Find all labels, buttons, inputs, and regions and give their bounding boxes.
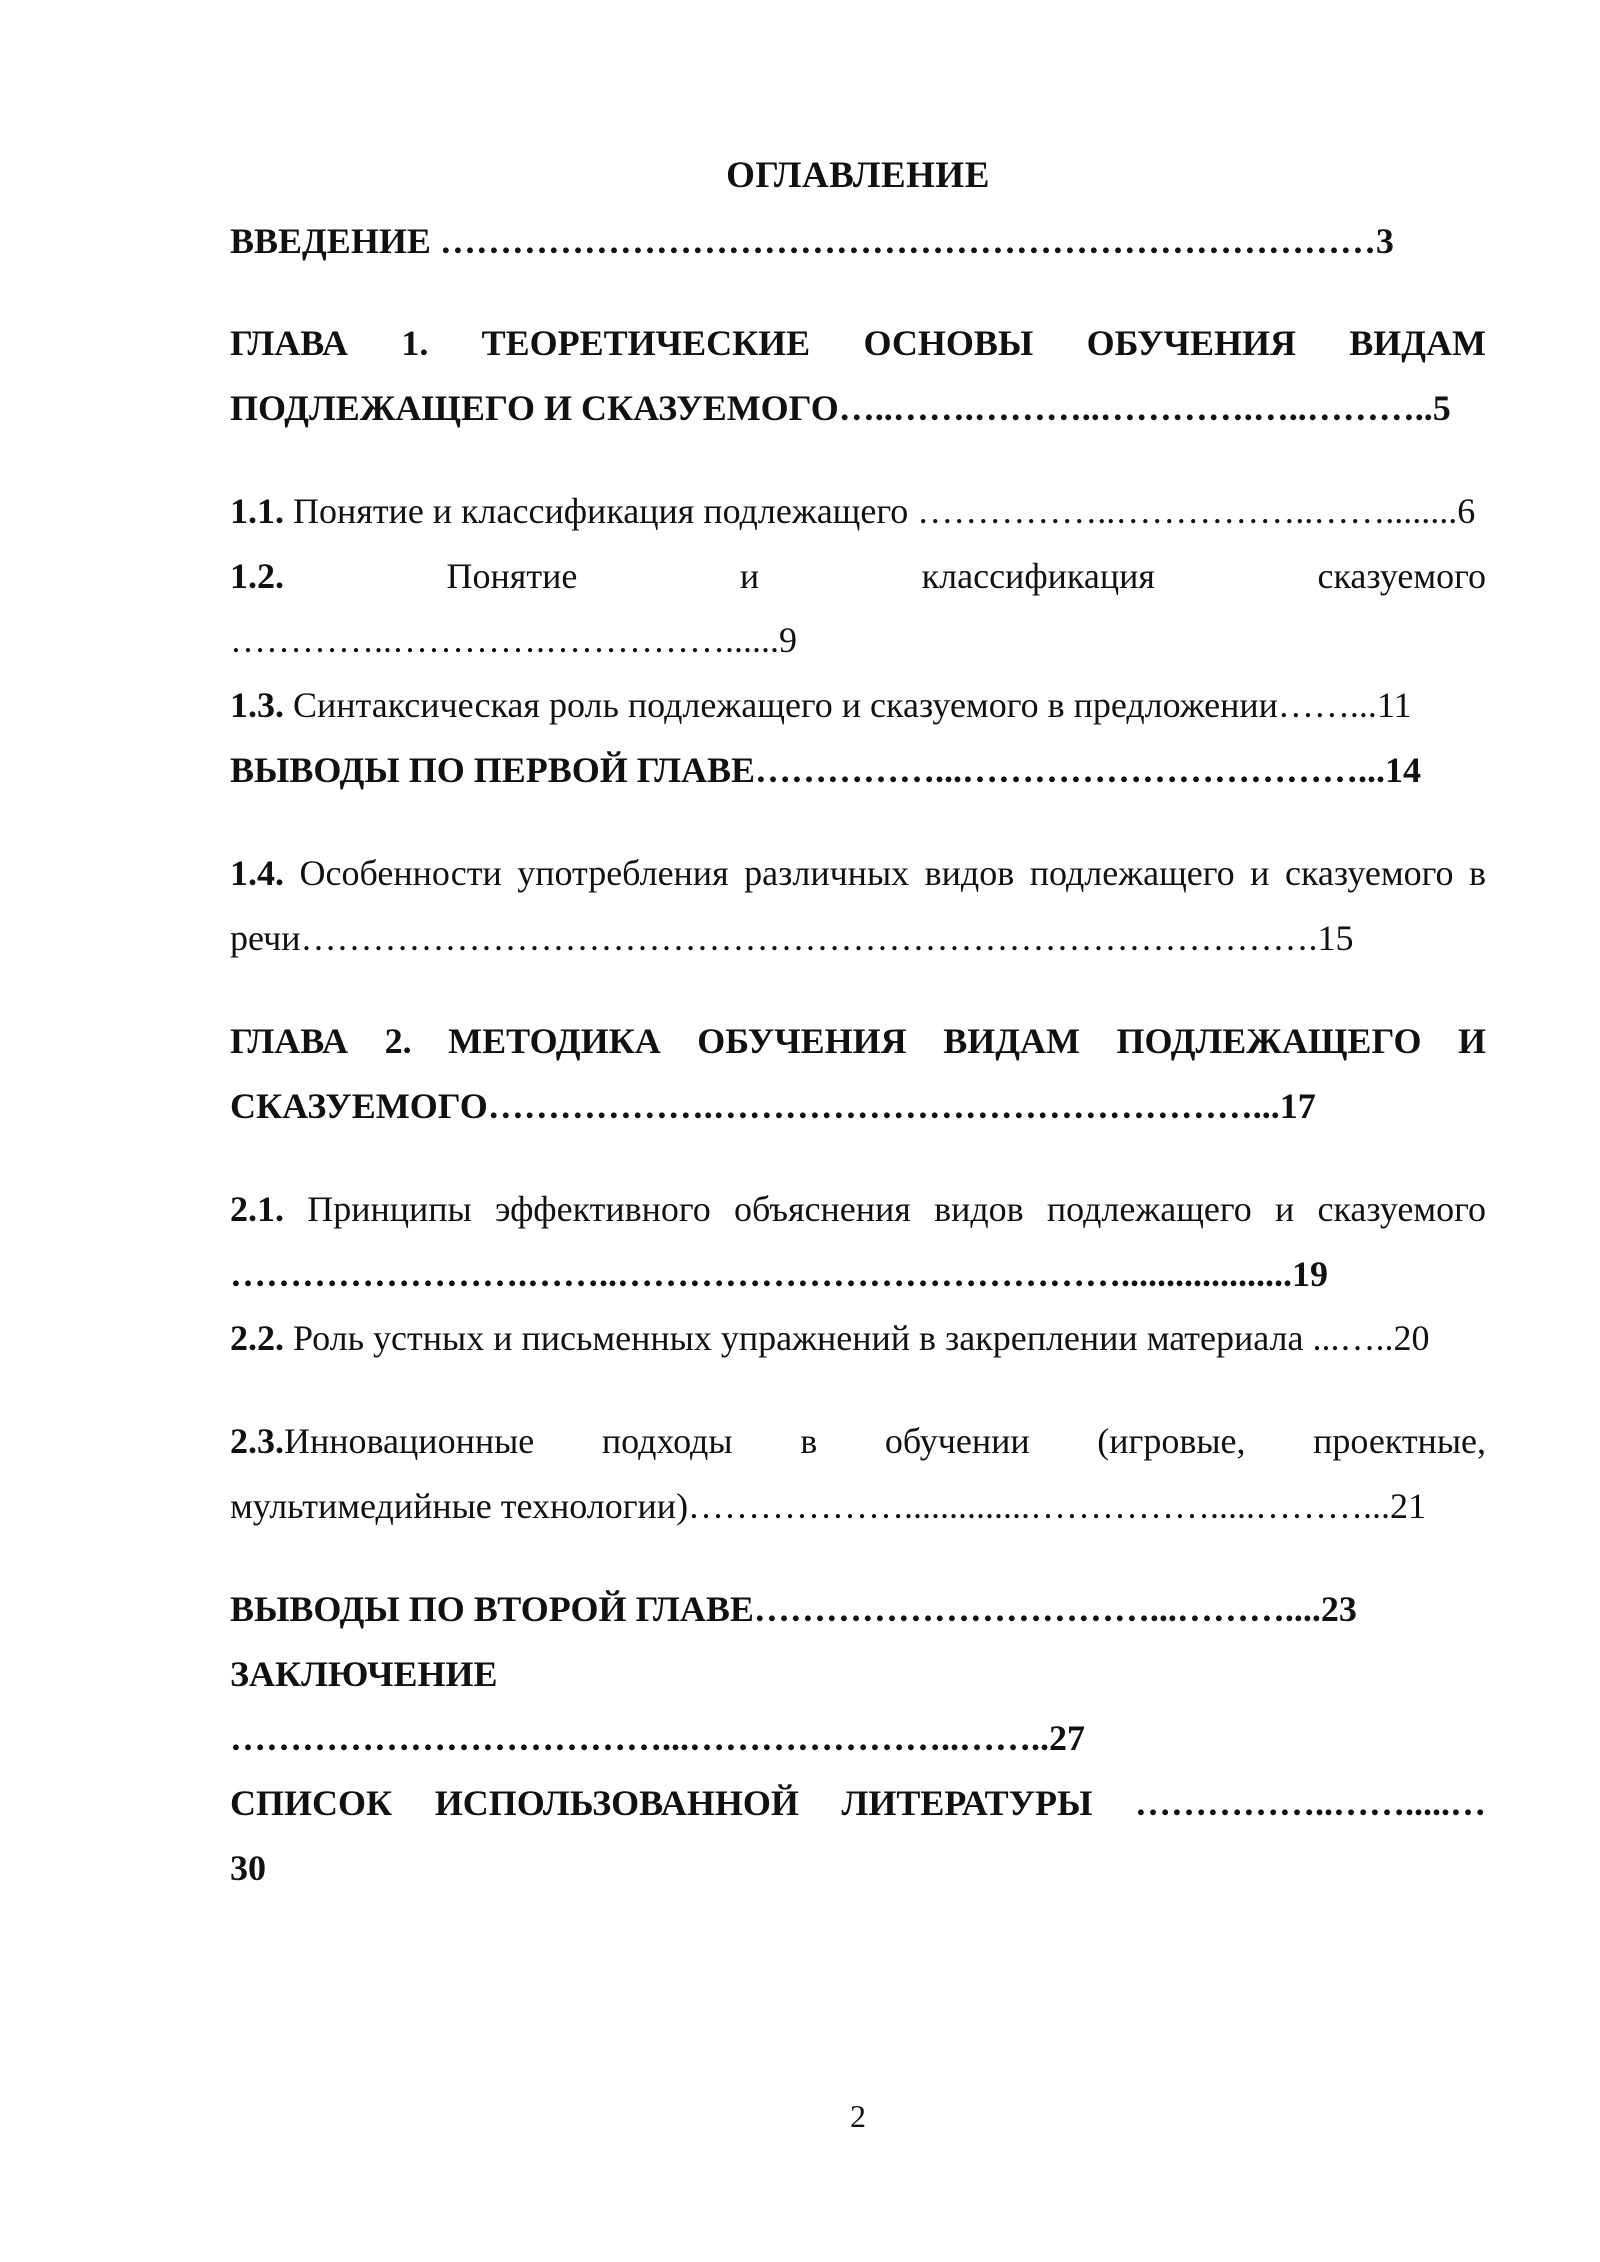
toc-entry-text: мультимедийные технологии)………………..............…………….....………...21 [230, 1486, 1427, 1526]
toc-entry-text: Инновационные подходы в обучении (игровые, проектные, [284, 1421, 1486, 1461]
toc-entry-text: …………..………….……………......9 [230, 620, 797, 660]
toc-entry-conclusions-chapter-1 [230, 744, 1486, 796]
toc-entry-2-3-continued [230, 1480, 1486, 1532]
toc-entry-text: СПИСОК ИСПОЛЬЗОВАННОЙ ЛИТЕРАТУРЫ ……………..…….....… [230, 1783, 1486, 1823]
toc-entry-text: Синтаксическая роль подлежащего и сказуемого в предложении……...11 [284, 685, 1412, 725]
toc-entry-references [230, 1777, 1486, 1829]
toc-entry-text: речи………………………………………………………………………….15 [230, 918, 1354, 958]
toc-entry-conclusions-chapter-2 [230, 1583, 1486, 1635]
toc-entry-text: ПОДЛЕЖАЩЕГО И СКАЗУЕМОГО…..…….………..………….…..………..5 [230, 388, 1451, 428]
toc-entry-text: Особенности употребления различных видов подлежащего и сказуемого в [284, 853, 1486, 893]
toc-entry-chapter-1 [230, 317, 1486, 369]
toc-entry-conclusion [230, 1648, 1486, 1700]
toc-entry-number: 2.2. [230, 1318, 284, 1358]
toc-entry-text: …………………….……..……………………………………...................19 [230, 1254, 1328, 1294]
toc-entry-2-1-continued [230, 1248, 1486, 1300]
toc-entry-text: ………………………………...…………………..……..27 [230, 1718, 1085, 1758]
toc-entry-references-continued [230, 1842, 1486, 1894]
toc-entry-number: 1.3. [230, 685, 284, 725]
toc-entry-1-4-continued [230, 912, 1486, 964]
toc-entry-chapter-2 [230, 1015, 1486, 1067]
toc-entry-number: 1.4. [230, 853, 284, 893]
toc-entry-text: ГЛАВА 1. ТЕОРЕТИЧЕСКИЕ ОСНОВЫ ОБУЧЕНИЯ ВИДАМ [230, 323, 1486, 363]
toc-entry-text: 30 [230, 1848, 266, 1888]
toc-entry-text: ВЫВОДЫ ПО ПЕРВОЙ ГЛАВЕ……………...……………………………...14 [230, 750, 1422, 790]
toc-entry-number: 1.2. [230, 556, 284, 596]
toc-entry-1-2-continued [230, 614, 1486, 666]
toc-entry-chapter-2-continued [230, 1080, 1486, 1132]
toc-entry-text: Роль устных и письменных упражнений в закреплении материала ...…..20 [284, 1318, 1430, 1358]
toc-entry-number: 2.3. [230, 1421, 284, 1461]
toc-entry-2-3 [230, 1415, 1486, 1467]
toc-entry-text: ЗАКЛЮЧЕНИЕ [230, 1654, 498, 1694]
toc-entry-1-3 [230, 679, 1486, 731]
toc-entry-1-2 [230, 550, 1486, 602]
toc-entry-text: СКАЗУЕМОГО……………….………………………………………...17 [230, 1086, 1316, 1126]
toc-entry-introduction [230, 215, 1486, 267]
toc-entry-1-1 [230, 485, 1486, 537]
toc-entry-text: Принципы эффективного объяснения видов подлежащего и сказуемого [284, 1189, 1486, 1229]
toc-entry-number: 1.1. [230, 491, 284, 531]
toc-entry-2-2 [230, 1312, 1486, 1364]
toc-entry-text: ВЫВОДЫ ПО ВТОРОЙ ГЛАВЕ……………………………...………....23 [230, 1589, 1357, 1629]
page-number: 2 [850, 2098, 866, 2134]
toc-entry-1-4 [230, 847, 1486, 899]
toc-entry-text: ГЛАВА 2. МЕТОДИКА ОБУЧЕНИЯ ВИДАМ ПОДЛЕЖАЩЕГО И [230, 1021, 1486, 1061]
toc-entry-text: Понятие и классификация подлежащего ……………..……………..……........6 [284, 491, 1476, 531]
toc-entry-conclusion-continued [230, 1712, 1486, 1764]
document-page [230, 0, 1486, 2262]
toc-entry-text: ВВЕДЕНИЕ ……………………………………………………………………3 [230, 221, 1394, 261]
toc-title: ОГЛАВЛЕНИЕ [726, 155, 990, 196]
toc-entry-text: Понятие и классификация сказуемого [284, 556, 1486, 596]
toc-entry-chapter-1-continued [230, 382, 1486, 434]
toc-entry-2-1 [230, 1183, 1486, 1235]
toc-entry-number: 2.1. [230, 1189, 284, 1229]
